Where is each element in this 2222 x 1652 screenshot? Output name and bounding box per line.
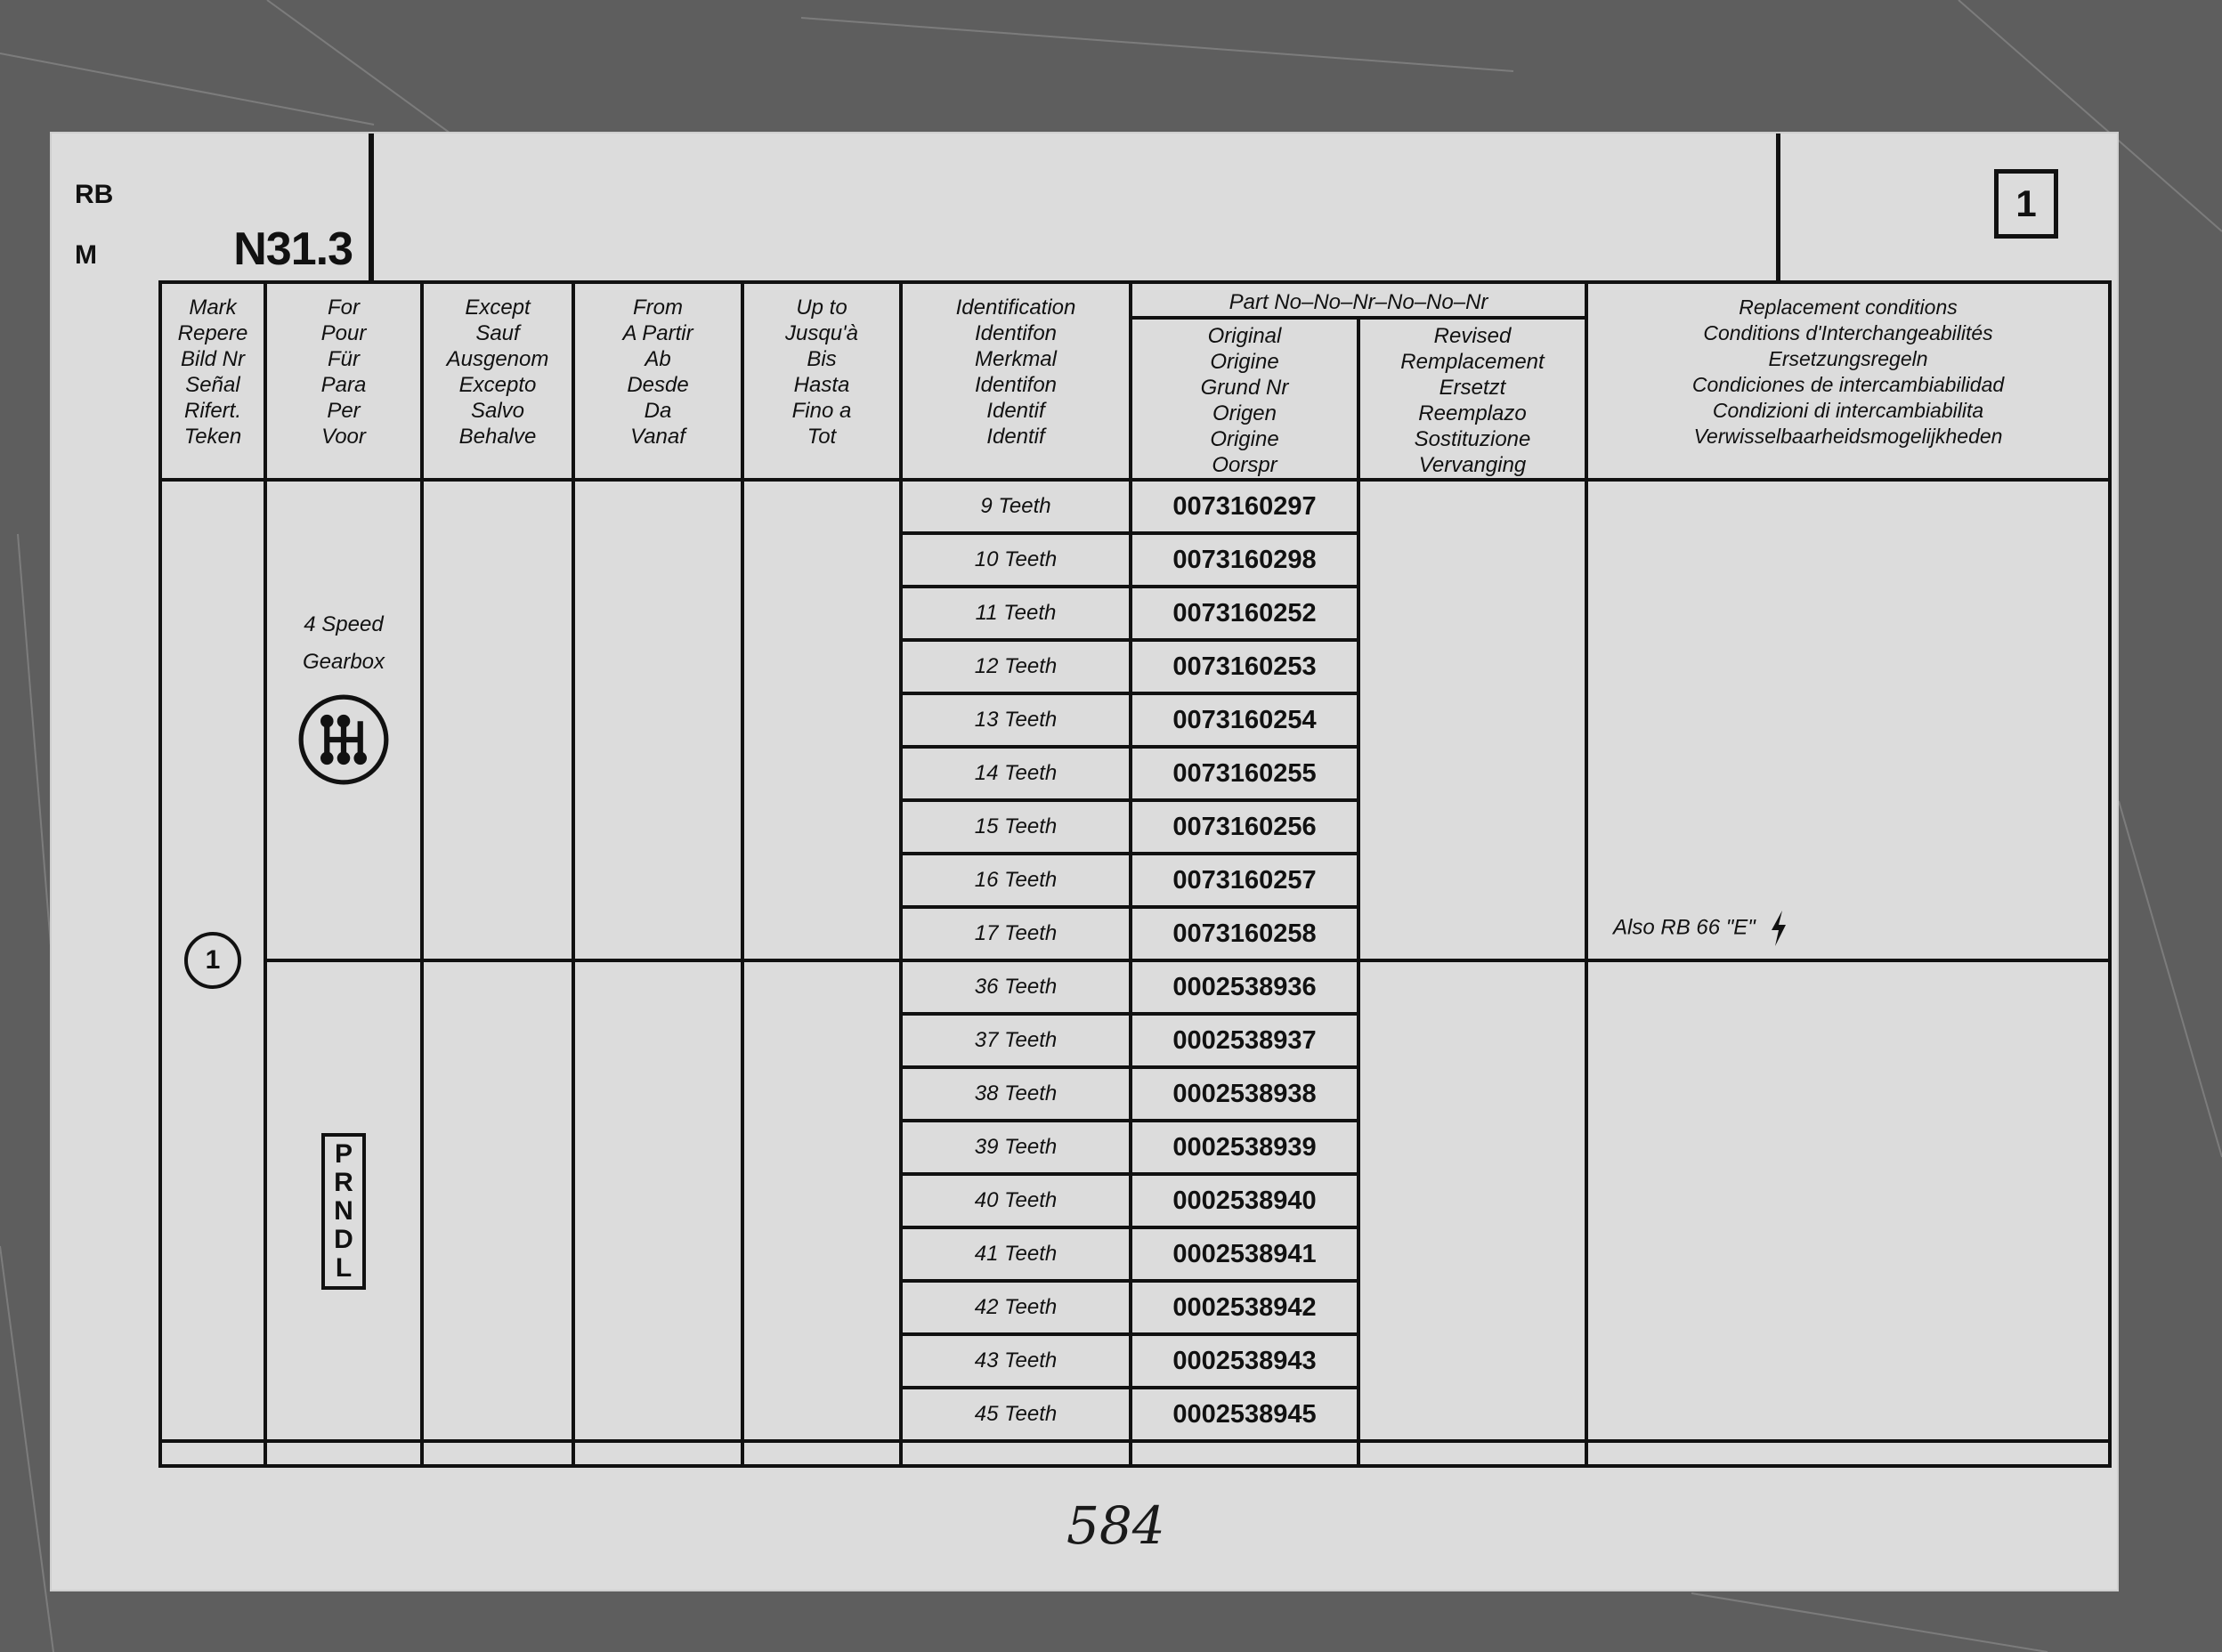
column-header-original: Original Origine Grund Nr Origen Origine Oorspr xyxy=(1131,318,1358,480)
identification-cell: 36 Teeth xyxy=(901,960,1131,1014)
table-row xyxy=(160,480,2110,533)
column-header-revised: Revised Remplacement Ersetzt Reemplazo Sostituzione Vervanging xyxy=(1358,318,1586,480)
original-part-number: 0002538939 xyxy=(1131,1121,1358,1174)
column-header-up-to: Up to Jusqu'à Bis Hasta Fino a Tot xyxy=(742,282,901,480)
identification-cell: 41 Teeth xyxy=(901,1227,1131,1281)
original-part-number: 0002538941 xyxy=(1131,1227,1358,1281)
original-part-number: 0073160257 xyxy=(1131,854,1358,907)
identification-cell: 10 Teeth xyxy=(901,533,1131,587)
column-header-identification: Identification Identifon Merkmal Identifon Identif Identif xyxy=(901,282,1131,480)
gear-letter: L xyxy=(335,1253,353,1283)
section-code: N31.3 xyxy=(233,223,353,275)
footer-cell xyxy=(265,1441,422,1466)
identification-cell: 11 Teeth xyxy=(901,587,1131,640)
except-cell xyxy=(422,480,573,960)
gearbox-label: 4 Speed Gearbox xyxy=(302,612,385,674)
identification-cell: 37 Teeth xyxy=(901,1014,1131,1067)
original-part-number: 0002538945 xyxy=(1131,1388,1358,1441)
identification-cell: 14 Teeth xyxy=(901,747,1131,800)
footer-cell xyxy=(1131,1441,1358,1466)
original-part-number: 0073160254 xyxy=(1131,693,1358,747)
except-cell xyxy=(422,960,573,1441)
replacement-condition-text: Also RB 66 "E" xyxy=(1613,915,1756,940)
mark-reference-badge: 1 xyxy=(184,932,241,989)
column-header-except: Except Sauf Ausgenom Excepto Salvo Behalve xyxy=(422,282,573,480)
lightning-bolt-icon xyxy=(1768,911,1789,946)
header-blank-area xyxy=(374,134,2037,280)
column-header-for: For Pour Für Para Per Voor xyxy=(265,282,422,480)
identification-cell: 12 Teeth xyxy=(901,640,1131,693)
footer-cell xyxy=(160,1441,265,1466)
original-part-number: 0073160252 xyxy=(1131,587,1358,640)
original-part-number: 0002538937 xyxy=(1131,1014,1358,1067)
table-footer-row xyxy=(160,1441,2110,1466)
from-cell xyxy=(573,960,742,1441)
identification-cell: 17 Teeth xyxy=(901,907,1131,960)
identification-cell: 39 Teeth xyxy=(901,1121,1131,1174)
identification-cell: 38 Teeth xyxy=(901,1067,1131,1121)
identification-cell: 13 Teeth xyxy=(901,693,1131,747)
column-header-mark: Mark Repere Bild Nr Señal Rifert. Teken xyxy=(160,282,265,480)
original-part-number: 0073160297 xyxy=(1131,480,1358,533)
identification-cell: 43 Teeth xyxy=(901,1334,1131,1388)
footer-cell xyxy=(742,1441,901,1466)
original-part-number: 0002538940 xyxy=(1131,1174,1358,1227)
for-cell xyxy=(265,480,422,960)
automatic-gear-selector-icon xyxy=(321,1133,366,1290)
replacement-conditions-cell xyxy=(1586,480,2110,960)
original-part-number: 0002538936 xyxy=(1131,960,1358,1014)
identification-cell: 40 Teeth xyxy=(901,1174,1131,1227)
model-code-box xyxy=(52,134,374,280)
handwritten-page-number: 584 xyxy=(1066,1495,1165,1556)
revised-cell xyxy=(1358,480,1586,960)
gear-letter: P xyxy=(334,1139,353,1169)
sheet-number: 1 xyxy=(1994,169,2058,239)
parts-card xyxy=(52,134,2117,1590)
original-part-number: 0073160253 xyxy=(1131,640,1358,693)
gear-letter: N xyxy=(334,1196,353,1226)
original-part-number: 0002538943 xyxy=(1131,1334,1358,1388)
column-header-part-no: Part No–No–Nr–No–No–Nr xyxy=(1131,282,1586,318)
from-cell xyxy=(573,480,742,960)
gear-letter: D xyxy=(334,1225,353,1254)
footer-cell xyxy=(1586,1441,2110,1466)
upto-cell xyxy=(742,480,901,960)
identification-cell: 42 Teeth xyxy=(901,1281,1131,1334)
replacement-conditions-cell xyxy=(1586,960,2110,1441)
footer-cell xyxy=(901,1441,1131,1466)
original-part-number: 0073160298 xyxy=(1131,533,1358,587)
original-part-number: 0073160256 xyxy=(1131,800,1358,854)
original-part-number: 0002538942 xyxy=(1131,1281,1358,1334)
original-part-number: 0073160255 xyxy=(1131,747,1358,800)
model-prefix-m: M xyxy=(75,240,97,270)
revised-cell xyxy=(1358,960,1586,1441)
footer-cell xyxy=(573,1441,742,1466)
original-part-number: 0073160258 xyxy=(1131,907,1358,960)
identification-cell: 16 Teeth xyxy=(901,854,1131,907)
column-header-replacement-conditions: Replacement conditions Conditions d'Interchangeabilités Ersetzungsregeln Condiciones de intercambiabilidad Condizioni di intercambiabilita Verwisselbaarheidsmogelijkheden xyxy=(1586,282,2110,480)
gear-letter: R xyxy=(334,1168,353,1197)
column-header-from: From A Partir Ab Desde Da Vanaf xyxy=(573,282,742,480)
identification-cell: 9 Teeth xyxy=(901,480,1131,533)
for-cell xyxy=(265,960,422,1441)
model-prefix-rb: RB xyxy=(75,180,114,209)
mark-cell xyxy=(160,480,265,1441)
table-row xyxy=(160,960,2110,1014)
upto-cell xyxy=(742,960,901,1441)
parts-table xyxy=(158,280,2112,1468)
footer-cell xyxy=(1358,1441,1586,1466)
identification-cell: 45 Teeth xyxy=(901,1388,1131,1441)
gear-shift-pattern-icon xyxy=(297,693,390,786)
original-part-number: 0002538938 xyxy=(1131,1067,1358,1121)
identification-cell: 15 Teeth xyxy=(901,800,1131,854)
footer-cell xyxy=(422,1441,573,1466)
